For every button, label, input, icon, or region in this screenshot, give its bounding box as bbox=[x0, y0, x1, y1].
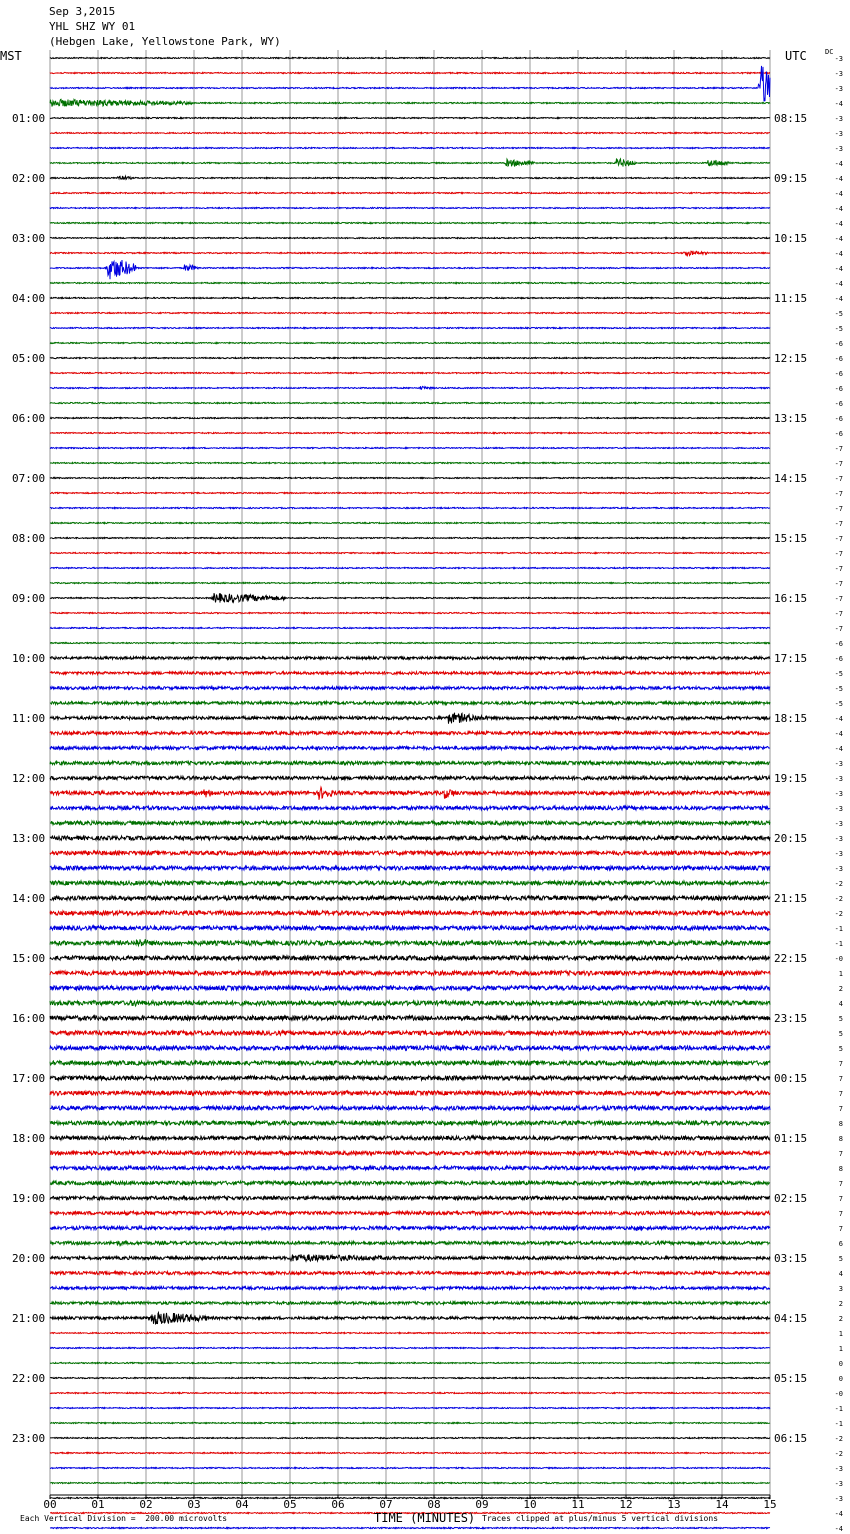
right-time-label: 17:15 bbox=[774, 652, 808, 665]
dc-offset-label: -6 bbox=[834, 415, 843, 423]
trace-row-79 bbox=[50, 1241, 770, 1246]
dc-offset-label: -1 bbox=[834, 1420, 843, 1428]
left-time-label: 15:00 bbox=[12, 952, 46, 965]
trace-row-80 bbox=[50, 1254, 770, 1261]
trace-row-69 bbox=[50, 1091, 770, 1095]
dc-offset-label: -7 bbox=[834, 610, 843, 618]
trace-row-28 bbox=[50, 477, 770, 478]
trace-row-63 bbox=[50, 1001, 770, 1006]
right-time-label: 00:15 bbox=[774, 1072, 808, 1085]
trace-row-31 bbox=[50, 522, 770, 523]
dc-offset-label: -7 bbox=[834, 565, 843, 573]
dc-offset-label: -7 bbox=[834, 595, 843, 603]
dc-offset-label: -7 bbox=[834, 490, 843, 498]
trace-row-21 bbox=[50, 372, 770, 373]
dc-offset-label: 5 bbox=[838, 1030, 843, 1038]
right-time-label: 19:15 bbox=[774, 772, 808, 785]
dc-offset-label: -7 bbox=[834, 535, 843, 543]
x-tick-label: 11 bbox=[571, 1498, 585, 1511]
trace-row-34 bbox=[50, 567, 770, 568]
trace-row-1 bbox=[50, 72, 770, 73]
trace-row-91 bbox=[50, 1422, 770, 1423]
right-time-label: 13:15 bbox=[774, 412, 808, 425]
dc-offset-label: -3 bbox=[834, 1480, 843, 1488]
trace-row-60 bbox=[50, 956, 770, 960]
dc-offset-label: -0 bbox=[834, 1390, 843, 1398]
trace-row-33 bbox=[50, 552, 770, 553]
trace-row-2 bbox=[50, 66, 770, 102]
trace-row-55 bbox=[50, 881, 770, 885]
trace-row-25 bbox=[50, 432, 770, 433]
dc-offset-label: -2 bbox=[834, 1435, 843, 1443]
dc-offset-label: 5 bbox=[838, 1015, 843, 1023]
right-time-label: 23:15 bbox=[774, 1012, 808, 1025]
trace-row-46 bbox=[50, 746, 770, 749]
trace-row-22 bbox=[50, 386, 770, 389]
trace-row-54 bbox=[50, 866, 770, 870]
dc-offset-label: -4 bbox=[834, 1525, 843, 1533]
trace-row-50 bbox=[50, 806, 770, 810]
trace-row-36 bbox=[50, 593, 770, 602]
trace-row-59 bbox=[50, 939, 770, 946]
trace-row-20 bbox=[50, 357, 770, 358]
dc-offset-label: -3 bbox=[834, 850, 843, 858]
x-tick-label: 07 bbox=[379, 1498, 393, 1511]
header-date: Sep 3,2015 bbox=[49, 5, 116, 18]
dc-offset-label: -4 bbox=[834, 190, 843, 198]
trace-row-86 bbox=[50, 1347, 770, 1348]
dc-offset-label: -4 bbox=[834, 1510, 843, 1518]
dc-offset-label: 6 bbox=[838, 1240, 843, 1248]
x-tick-label: 14 bbox=[715, 1498, 729, 1511]
dc-offset-label: -5 bbox=[834, 310, 843, 318]
x-tick-label: 12 bbox=[619, 1498, 633, 1511]
left-zone-label: MST bbox=[0, 49, 22, 63]
trace-row-98 bbox=[50, 1527, 770, 1528]
trace-row-66 bbox=[50, 1046, 770, 1050]
dc-offset-label: -4 bbox=[834, 175, 843, 183]
trace-row-77 bbox=[50, 1211, 770, 1214]
dc-offset-label: -3 bbox=[834, 130, 843, 138]
trace-row-53 bbox=[50, 851, 770, 855]
dc-offset-label: -2 bbox=[834, 895, 843, 903]
trace-row-47 bbox=[50, 761, 770, 764]
dc-offset-label: -4 bbox=[834, 715, 843, 723]
right-time-label: 03:15 bbox=[774, 1252, 808, 1265]
left-time-label: 02:00 bbox=[12, 172, 46, 185]
trace-row-92 bbox=[50, 1437, 770, 1438]
right-time-label: 04:15 bbox=[774, 1312, 808, 1325]
right-time-label: 21:15 bbox=[774, 892, 808, 905]
dc-offset-label: -5 bbox=[834, 325, 843, 333]
dc-offset-label: -1 bbox=[834, 1405, 843, 1413]
dc-offset-label: 7 bbox=[838, 1180, 843, 1188]
trace-row-26 bbox=[50, 447, 770, 448]
x-tick-label: 05 bbox=[283, 1498, 297, 1511]
trace-row-40 bbox=[50, 657, 770, 660]
left-time-label: 08:00 bbox=[12, 532, 46, 545]
dc-offset-label: 7 bbox=[838, 1210, 843, 1218]
dc-offset-label: -0 bbox=[834, 955, 843, 963]
dc-offset-label: -7 bbox=[834, 505, 843, 513]
right-time-label: 10:15 bbox=[774, 232, 808, 245]
dc-offset-label: -4 bbox=[834, 265, 843, 273]
trace-row-52 bbox=[50, 836, 770, 840]
dc-offset-label: -7 bbox=[834, 475, 843, 483]
trace-row-30 bbox=[50, 507, 770, 508]
dc-offset-label: -4 bbox=[834, 220, 843, 228]
dc-offset-label: -4 bbox=[834, 250, 843, 258]
dc-offset-label: -3 bbox=[834, 70, 843, 78]
dc-offset-label: -7 bbox=[834, 580, 843, 588]
trace-row-58 bbox=[50, 926, 770, 930]
left-time-label: 19:00 bbox=[12, 1192, 46, 1205]
trace-row-11 bbox=[50, 222, 770, 223]
left-time-label: 05:00 bbox=[12, 352, 46, 365]
dc-offset-label: -5 bbox=[834, 670, 843, 678]
trace-row-96 bbox=[50, 1497, 770, 1498]
dc-offset-label: -3 bbox=[834, 1465, 843, 1473]
dc-offset-label: -3 bbox=[834, 865, 843, 873]
dc-offset-label: -3 bbox=[834, 835, 843, 843]
dc-offset-label: -6 bbox=[834, 355, 843, 363]
dc-offset-label: -4 bbox=[834, 730, 843, 738]
dc-offset-label: -6 bbox=[834, 340, 843, 348]
left-time-label: 14:00 bbox=[12, 892, 46, 905]
x-tick-label: 00 bbox=[43, 1498, 57, 1511]
right-time-label: 02:15 bbox=[774, 1192, 808, 1205]
dc-offset-label: 8 bbox=[838, 1135, 843, 1143]
x-tick-label: 15 bbox=[763, 1498, 777, 1511]
dc-offset-label: -3 bbox=[834, 820, 843, 828]
trace-row-14 bbox=[50, 260, 770, 279]
trace-row-13 bbox=[50, 251, 770, 256]
dc-offset-label: -5 bbox=[834, 700, 843, 708]
trace-row-62 bbox=[50, 986, 770, 990]
trace-row-0 bbox=[50, 57, 770, 58]
left-time-label: 03:00 bbox=[12, 232, 46, 245]
trace-row-42 bbox=[50, 687, 770, 690]
x-tick-label: 02 bbox=[139, 1498, 153, 1511]
dc-offset-label: -3 bbox=[834, 55, 843, 63]
dc-offset-label: 3 bbox=[838, 1285, 843, 1293]
trace-row-29 bbox=[50, 492, 770, 493]
trace-row-61 bbox=[50, 971, 770, 975]
dc-offset-label: 8 bbox=[838, 1165, 843, 1173]
dc-offset-label: -2 bbox=[834, 910, 843, 918]
left-time-label: 04:00 bbox=[12, 292, 46, 305]
trace-row-57 bbox=[50, 911, 770, 915]
left-time-label: 18:00 bbox=[12, 1132, 46, 1145]
trace-row-81 bbox=[50, 1272, 770, 1275]
x-tick-label: 09 bbox=[475, 1498, 489, 1511]
trace-row-12 bbox=[50, 237, 770, 238]
header-location: (Hebgen Lake, Yellowstone Park, WY) bbox=[49, 35, 281, 48]
trace-row-78 bbox=[50, 1226, 770, 1231]
left-time-label: 06:00 bbox=[12, 412, 46, 425]
right-zone-label: UTC bbox=[785, 49, 807, 63]
dc-offset-label: -3 bbox=[834, 1495, 843, 1503]
trace-row-27 bbox=[50, 462, 770, 463]
trace-row-67 bbox=[50, 1061, 770, 1065]
trace-row-70 bbox=[50, 1106, 770, 1110]
dc-offset-label: -7 bbox=[834, 550, 843, 558]
trace-row-10 bbox=[50, 207, 770, 208]
trace-row-64 bbox=[50, 1016, 770, 1020]
dc-offset-label: 1 bbox=[838, 1330, 843, 1338]
trace-rows bbox=[50, 57, 770, 1534]
trace-row-94 bbox=[50, 1467, 770, 1468]
dc-offset-label: -6 bbox=[834, 430, 843, 438]
trace-row-24 bbox=[50, 417, 770, 418]
trace-row-65 bbox=[50, 1031, 770, 1035]
dc-offset-label: -3 bbox=[834, 85, 843, 93]
x-tick-label: 06 bbox=[331, 1498, 345, 1511]
dc-offset-label: 0 bbox=[838, 1360, 843, 1368]
trace-row-43 bbox=[50, 702, 770, 705]
dc-offset-label: 1 bbox=[838, 970, 843, 978]
dc-offset-label: -3 bbox=[834, 805, 843, 813]
dc-offset-label: 2 bbox=[838, 1300, 843, 1308]
dc-offset-label: 8 bbox=[838, 1120, 843, 1128]
trace-row-75 bbox=[50, 1181, 770, 1185]
right-time-label: 01:15 bbox=[774, 1132, 808, 1145]
x-tick-label: 08 bbox=[427, 1498, 441, 1511]
trace-row-83 bbox=[50, 1302, 770, 1305]
trace-row-76 bbox=[50, 1196, 770, 1200]
right-time-label: 20:15 bbox=[774, 832, 808, 845]
dc-label: DC bbox=[825, 48, 834, 56]
dc-offset-label: -6 bbox=[834, 385, 843, 393]
dc-offset-label: 2 bbox=[838, 1315, 843, 1323]
right-time-label: 09:15 bbox=[774, 172, 808, 185]
trace-row-16 bbox=[50, 297, 770, 298]
trace-row-41 bbox=[50, 672, 770, 675]
left-time-label: 21:00 bbox=[12, 1312, 46, 1325]
dc-offset-label: 0 bbox=[838, 1375, 843, 1383]
trace-row-45 bbox=[50, 731, 770, 734]
dc-offset-label: 5 bbox=[838, 1045, 843, 1053]
trace-row-68 bbox=[50, 1076, 770, 1080]
trace-row-32 bbox=[50, 537, 770, 538]
clip-note: Traces clipped at plus/minus 5 vertical divisions bbox=[482, 1514, 719, 1523]
trace-row-87 bbox=[50, 1362, 770, 1363]
dc-offset-label: -4 bbox=[834, 295, 843, 303]
trace-row-7 bbox=[50, 158, 770, 166]
dc-offset-label: -7 bbox=[834, 520, 843, 528]
trace-row-37 bbox=[50, 612, 770, 613]
dc-offset-label: -4 bbox=[834, 160, 843, 168]
x-tick-label: 04 bbox=[235, 1498, 249, 1511]
trace-row-6 bbox=[50, 147, 770, 148]
dc-offset-label: -3 bbox=[834, 115, 843, 123]
dc-offset-label: 7 bbox=[838, 1225, 843, 1233]
trace-row-85 bbox=[50, 1332, 770, 1333]
trace-row-49 bbox=[50, 787, 770, 800]
right-time-label: 11:15 bbox=[774, 292, 808, 305]
trace-row-5 bbox=[50, 132, 770, 133]
dc-offset-label: -6 bbox=[834, 400, 843, 408]
x-tick-label: 01 bbox=[91, 1498, 105, 1511]
trace-row-44 bbox=[50, 713, 770, 724]
trace-row-74 bbox=[50, 1166, 770, 1170]
dc-offset-label: -6 bbox=[834, 640, 843, 648]
trace-row-48 bbox=[50, 776, 770, 780]
right-time-label: 15:15 bbox=[774, 532, 808, 545]
trace-row-93 bbox=[50, 1452, 770, 1453]
trace-row-56 bbox=[50, 896, 770, 900]
dc-offset-label: 2 bbox=[838, 985, 843, 993]
right-time-label: 16:15 bbox=[774, 592, 808, 605]
dc-offset-label: 4 bbox=[838, 1000, 843, 1008]
left-time-label: 16:00 bbox=[12, 1012, 46, 1025]
dc-offset-label: -7 bbox=[834, 445, 843, 453]
left-time-label: 22:00 bbox=[12, 1372, 46, 1385]
trace-row-82 bbox=[50, 1287, 770, 1290]
trace-row-84 bbox=[50, 1312, 770, 1324]
dc-offset-label: -7 bbox=[834, 460, 843, 468]
dc-offset-label: -4 bbox=[834, 100, 843, 108]
scale-note: Each Vertical Division = 200.00 microvolts bbox=[20, 1514, 228, 1523]
dc-offset-label: -6 bbox=[834, 655, 843, 663]
dc-offset-label: 7 bbox=[838, 1060, 843, 1068]
right-time-label: 12:15 bbox=[774, 352, 808, 365]
right-time-label: 18:15 bbox=[774, 712, 808, 725]
left-time-label: 20:00 bbox=[12, 1252, 46, 1265]
dc-offset-label: 7 bbox=[838, 1150, 843, 1158]
dc-offset-label: -4 bbox=[834, 235, 843, 243]
left-time-label: 09:00 bbox=[12, 592, 46, 605]
left-time-label: 11:00 bbox=[12, 712, 46, 725]
trace-row-3 bbox=[50, 99, 770, 106]
dc-offset-label: -4 bbox=[834, 280, 843, 288]
left-time-label: 01:00 bbox=[12, 112, 46, 125]
x-tick-label: 03 bbox=[187, 1498, 201, 1511]
trace-row-71 bbox=[50, 1121, 770, 1125]
trace-row-4 bbox=[50, 117, 770, 118]
dc-offset-label: -7 bbox=[834, 625, 843, 633]
dc-offset-label: -3 bbox=[834, 775, 843, 783]
dc-offset-label: 4 bbox=[838, 1270, 843, 1278]
dc-offset-label: 7 bbox=[838, 1075, 843, 1083]
trace-row-95 bbox=[50, 1482, 770, 1483]
trace-row-8 bbox=[50, 176, 770, 179]
x-tick-label: 10 bbox=[523, 1498, 537, 1511]
trace-row-90 bbox=[50, 1407, 770, 1408]
dc-offset-label: 5 bbox=[838, 1255, 843, 1263]
x-axis-title: TIME (MINUTES) bbox=[374, 1511, 476, 1525]
dc-offset-label: -3 bbox=[834, 790, 843, 798]
dc-offset-label: 7 bbox=[838, 1090, 843, 1098]
dc-offset-label: 7 bbox=[838, 1105, 843, 1113]
trace-row-88 bbox=[50, 1377, 770, 1378]
dc-offset-label: -1 bbox=[834, 925, 843, 933]
left-time-label: 10:00 bbox=[12, 652, 46, 665]
trace-row-38 bbox=[50, 627, 770, 628]
dc-offset-label: -1 bbox=[834, 940, 843, 948]
trace-row-89 bbox=[50, 1392, 770, 1393]
right-time-label: 06:15 bbox=[774, 1432, 808, 1445]
trace-row-17 bbox=[50, 312, 770, 313]
left-time-label: 12:00 bbox=[12, 772, 46, 785]
left-time-label: 23:00 bbox=[12, 1432, 46, 1445]
right-time-label: 14:15 bbox=[774, 472, 808, 485]
left-time-label: 13:00 bbox=[12, 832, 46, 845]
left-time-label: 17:00 bbox=[12, 1072, 46, 1085]
trace-row-9 bbox=[50, 192, 770, 193]
trace-row-35 bbox=[50, 582, 770, 583]
dc-offset-label: -4 bbox=[834, 205, 843, 213]
trace-row-73 bbox=[50, 1151, 770, 1155]
trace-row-23 bbox=[50, 402, 770, 403]
dc-offset-label: -3 bbox=[834, 145, 843, 153]
dc-offset-label: -2 bbox=[834, 1450, 843, 1458]
dc-offset-label: -2 bbox=[834, 880, 843, 888]
right-time-label: 08:15 bbox=[774, 112, 808, 125]
right-time-label: 05:15 bbox=[774, 1372, 808, 1385]
dc-offset-label: 7 bbox=[838, 1195, 843, 1203]
dc-offset-label: -3 bbox=[834, 760, 843, 768]
dc-offset-label: -6 bbox=[834, 370, 843, 378]
x-tick-label: 13 bbox=[667, 1498, 681, 1511]
right-time-label: 22:15 bbox=[774, 952, 808, 965]
header-station: YHL SHZ WY 01 bbox=[49, 20, 136, 33]
trace-row-72 bbox=[50, 1136, 770, 1140]
left-time-label: 07:00 bbox=[12, 472, 46, 485]
trace-row-19 bbox=[50, 342, 770, 343]
dc-offset-label: -4 bbox=[834, 745, 843, 753]
trace-row-51 bbox=[50, 821, 770, 825]
trace-row-15 bbox=[50, 282, 770, 283]
dc-offset-label: -5 bbox=[834, 685, 843, 693]
trace-row-18 bbox=[50, 327, 770, 328]
dc-offset-label: 1 bbox=[838, 1345, 843, 1353]
trace-row-39 bbox=[50, 642, 770, 643]
